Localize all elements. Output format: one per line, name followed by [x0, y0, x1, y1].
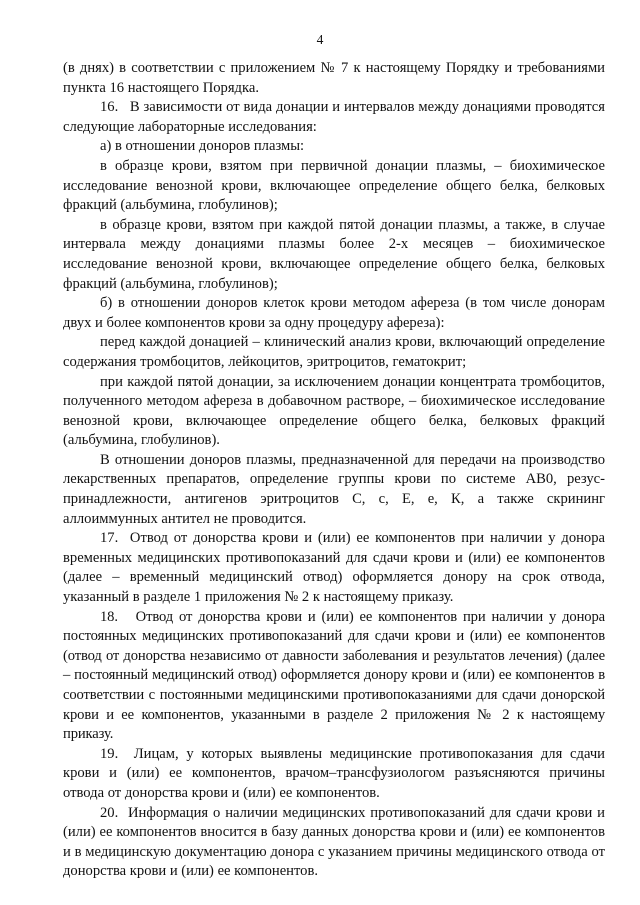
paragraph-item-16: 16. В зависимости от вида донации и интервалов между донациями проводятся следующие лабораторные исследования: — [63, 99, 605, 135]
paragraph-each-donation: перед каждой донацией – клинический анализ крови, включающий определение содержания тромбоцитов, лейкоцитов, эритроцитов, гематокрит; — [63, 334, 605, 370]
paragraph-item-20: 20. Информация о наличии медицинских противопоказаний для сдачи крови и (или) ее компонентов вносится в базу данных донорства крови и (или) ее компонентов и в медицинскую документацию донора с указанием причины медицинского отвода от донорства крови и (или) ее компонентов. — [63, 804, 605, 880]
paragraph-fifth-plasma-donation: в образце крови, взятом при каждой пятой донации плазмы, а также, в случае интервала между донациями плазмы более 2-х месяцев – биохимическое исследование венозной крови, включающее определение общего белка, белковых фракций (альбумина, глобулинов); — [63, 216, 605, 292]
paragraph-plasma-donors: а) в отношении доноров плазмы: — [100, 138, 305, 155]
document-body — [63, 59, 605, 882]
page-number: 4 — [316, 32, 324, 47]
paragraph-fifth-donation: при каждой пятой донации, за исключением донации концентрата тромбоцитов, полученного методом афереза в добавочном растворе, – биохимическое исследование венозной крови, включающее определение общего белка, белковых фракций (альбумина, глобулинов). — [63, 373, 605, 449]
paragraph-item-17: 17. Отвод от донорства крови и (или) ее компонентов при наличии у донора временных медицинских противопоказаний для сдачи крови и (или) ее компонентов (далее – временный медицинский отвод) оформляется донору на срок отвода, указанный в разделе 1 приложения № 2 к настоящему приказу. — [63, 530, 605, 606]
paragraph-item-18: 18. Отвод от донорства крови и (или) ее компонентов при наличии у донора постоянных медицинских противопоказаний для сдачи крови и (или) ее компонентов (отвод от донорства независимо от давности заболевания и результатов лечения) (далее – постоянный медицинский отвод) оформляется донору крови и (или) ее компонентов в соответствии с постоянными медицинскими противопоказаниями для сдачи донорской крови и ее компонентов, указанными в разделе 2 приложения № 2 к настоящему приказу. — [63, 608, 605, 743]
paragraph-apheresis-donors: б) в отношении доноров клеток крови методом афереза (в том числе донорам двух и более компонентов крови за одну процедуру афереза): — [63, 295, 605, 331]
paragraph-first-plasma-donation: в образце крови, взятом при первичной донации плазмы, – биохимическое исследование венозной крови, включающее определение общего белка, белковых фракций (альбумина, глобулинов); — [63, 157, 605, 214]
paragraph-continuation: (в днях) в соответствии с приложением № 7 к настоящему Порядку и требованиями пункта 16 настоящего Порядка. — [63, 60, 605, 96]
paragraph-item-19: 19. Лицам, у которых выявлены медицинские противопоказания для сдачи крови и (или) ее компонентов, врачом–трансфузиологом разъясняются причины отвода от донорства крови и (или) ее компонентов. — [63, 745, 605, 801]
paragraph-plasma-for-production: В отношении доноров плазмы, предназначенной для передачи на производство лекарственных препаратов, определение группы крови по системе АВ0, резус-принадлежности, антигенов эритроцитов С, с, Е, е, К, а также скрининг аллоиммунных антител не проводится. — [63, 451, 605, 527]
